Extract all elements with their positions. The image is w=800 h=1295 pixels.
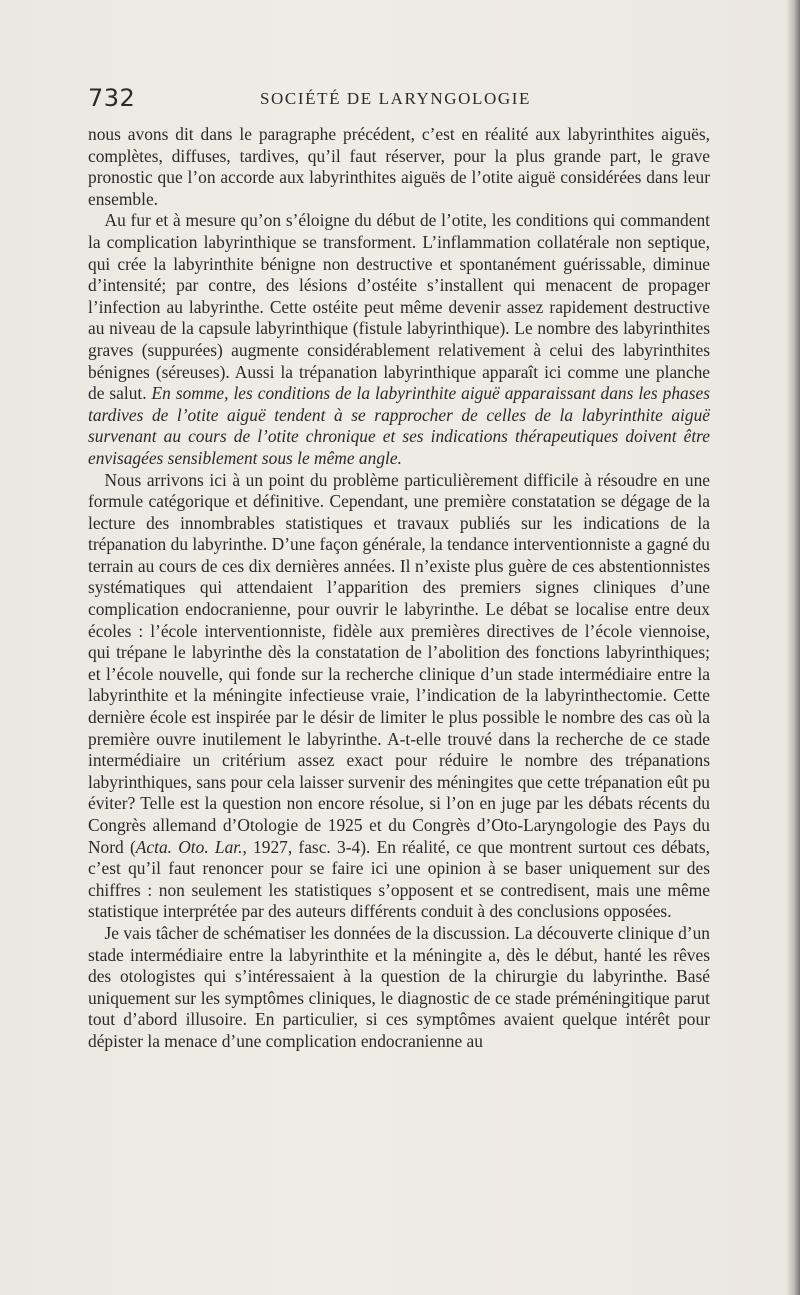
running-title: SOCIÉTÉ DE LARYNGOLOGIE (260, 89, 531, 108)
page-edge-shadow (786, 0, 800, 1295)
paragraph-4: Je vais tâcher de schématiser les données de la discussion. La découverte clinique d’un stade intermédiaire entre la labyrinthite et la méningite a, dès le début, hanté les rêves des otologistes qui s’intéressaient à la question de la chirurgie du labyrinthe. Basé uniquement sur les symptômes cliniques, le diagnostic de ce stade préméningitique parut tout d’abord illusoire. En particulier, si ces symptômes avaient quelque intérêt pour dépister la menace d’une complication endocranienne au (88, 922, 710, 1051)
page-header (88, 84, 714, 116)
paragraph-1: nous avons dit dans le paragraphe précédent, c’est en réalité aux labyrinthites aiguës, complètes, diffuses, tardives, qu’il faut réserver, pour la plus grande part, le grave pronostic que l’on accorde aux labyrinthites aiguës de l’otite aiguë considérées dans leur ensemble. (88, 124, 710, 209)
paragraph-3-journal-reference: Acta. Oto. Lar. (135, 836, 243, 857)
page-number: 732 (88, 84, 136, 112)
paragraph-2-text: Au fur et à mesure qu’on s’éloigne du début de l’otite, les conditions qui commandent la complication labyrinthique se transforment. L’inflammation collatérale non septique, qui crée la labyrinthite bénigne non destructive et spontanément guérissable, diminue d’intensité; par contre, des lésions d’ostéite s’installent qui menacent de propager l’infection au labyrinthe. Cette ostéite peut même devenir assez rapidement destructive au niveau de la capsule labyrinthique (fistule labyrinthique). Le nombre des labyrinthites graves (suppurées) augmente considérablement relativement à celui des labyrinthites bénignes (séreuses). Aussi la trépanation labyrinthique apparaît ici comme une planche de salut. (88, 210, 710, 404)
paragraph-2 (88, 210, 710, 469)
paragraph-3 (88, 470, 710, 923)
body-text (88, 124, 710, 1053)
paragraph-3-text-end: , 1927, fasc. 3-4). En réalité, ce que montrent surtout ces débats, c’est qu’il faut renoncer pour se faire ici une opinion à se baser uniquement sur des chiffres : non seulement les statistiques s’opposent et se contredisent, mais une même statistique interprétée par des auteurs différents conduit à des conclusions opposées. (88, 836, 710, 922)
paragraph-2-italic-conclusion: En somme, les conditions de la labyrinthite aiguë apparaissant dans les phases tardives de l’otite aiguë tendent à se rapprocher de celles de la labyrinthite aiguë survenant au cours de l’otite chronique et ses indications thérapeutiques doivent être envisagées sensiblement sous le même angle. (88, 383, 710, 468)
paragraph-3-text-start: Nous arrivons ici à un point du problème particulièrement difficile à résoudre en une formule catégorique et définitive. Cependant, une première constatation se dégage de la lecture des innombrables statistiques et travaux publiés sur les indications de la trépanation du labyrinthe. D’une façon générale, la tendance interventionniste a gagné du terrain au cours de ces dix dernières années. Il n’existe plus guère de ces abstentionnistes systématiques qui attendaient l’apparition des premiers signes cliniques d’une complication endocranienne, pour ouvrir le labyrinthe. Le débat se localise entre deux écoles : l’école interventionniste, fidèle aux premières directives de l’école viennoise, qui trépane le labyrinthe dès la constatation de l’abolition des fonctions labyrinthiques; et l’école nouvelle, qui fonde sur la recherche clinique d’un stade intermédiaire entre la labyrinthite et la méningite infectieuse vraie, l’indication de la labyrinthectomie. Cette dernière école est inspirée par le désir de limiter le plus possible le nombre des cas où la première ouvre inutilement le labyrinthe. A-t-elle trouvé dans la recherche de ce stade intermédiaire un critérium assez exact pour réduire le nombre des trépanations labyrinthiques, sans pour cela laisser survenir des méningites que cette trépanation eût pu éviter? Telle est la question non encore résolue, si l’on en juge par les débats récents du Congrès allemand d’Otologie de 1925 et du Congrès d’Oto-Laryngologie des Pays du Nord ( (88, 469, 710, 857)
